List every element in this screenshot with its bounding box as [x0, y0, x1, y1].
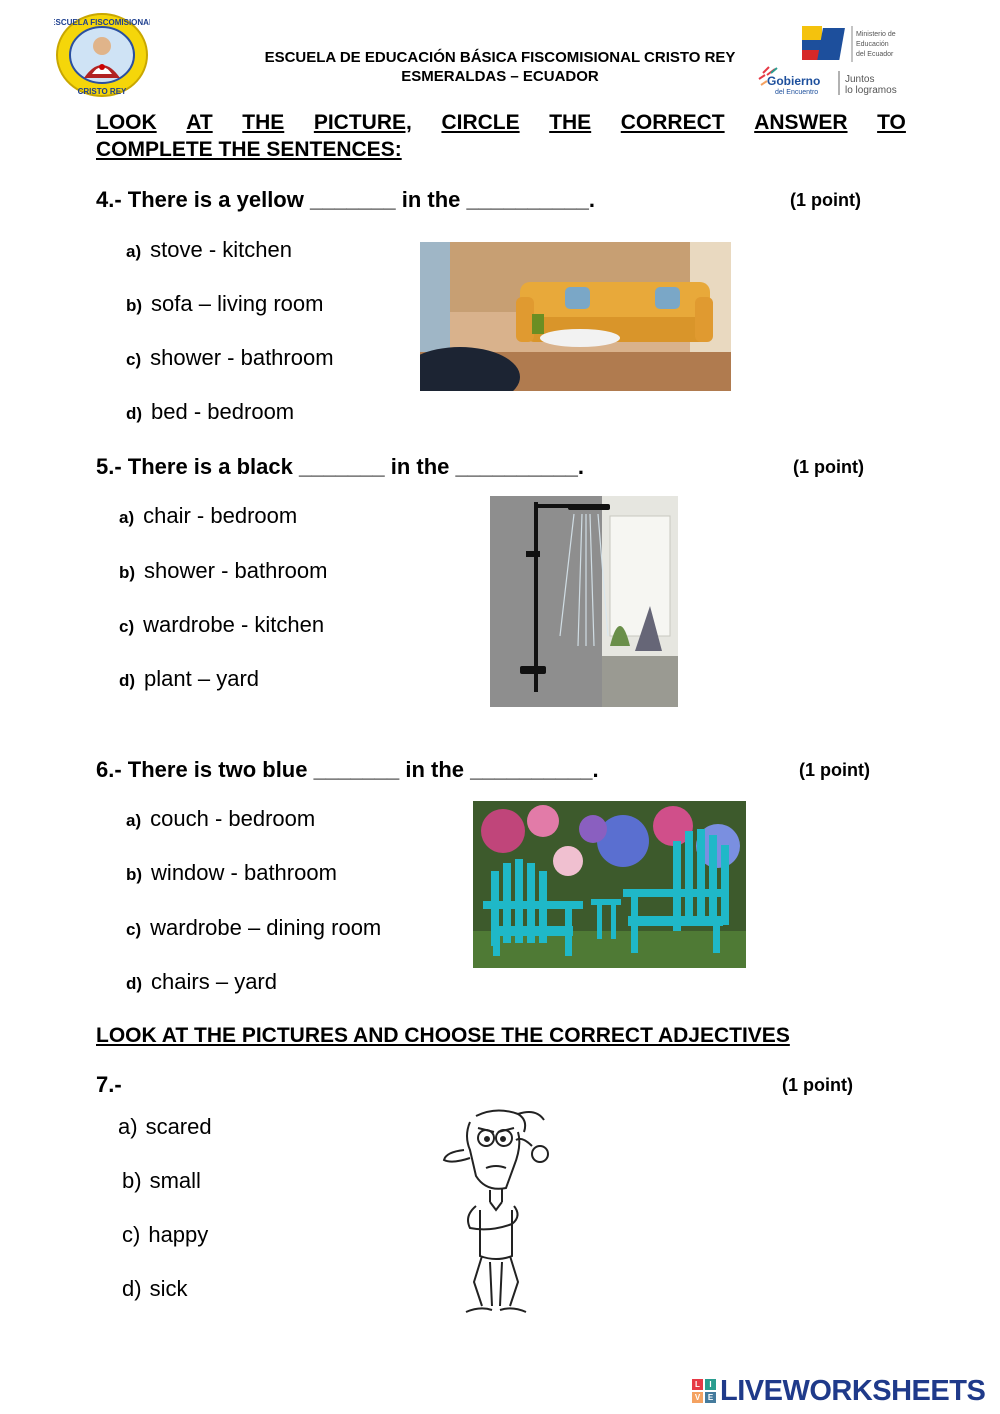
- instr-word: THE: [242, 111, 285, 134]
- logo-text-bottom: CRISTO REY: [77, 87, 127, 96]
- q6-option-d[interactable]: [126, 969, 277, 995]
- q7-option-b[interactable]: [122, 1168, 201, 1194]
- option-text: wardrobe - kitchen: [143, 612, 325, 637]
- instr-word: ANSWER: [754, 111, 848, 134]
- ministry-logo: [800, 22, 905, 66]
- option-letter: c): [126, 920, 142, 939]
- living-room-sofa-picture: [420, 242, 731, 391]
- q5-option-a[interactable]: [119, 503, 297, 529]
- question-4-prompt: 4.- There is a yellow _______ in the __________.: [96, 187, 595, 212]
- liveworksheets-logo: [692, 1374, 990, 1408]
- option-text: stove - kitchen: [150, 237, 292, 262]
- ministry-line-2: Educación: [856, 41, 889, 48]
- question-4-points: (1 point): [790, 190, 861, 210]
- school-name: ESCUELA DE EDUCACIÓN BÁSICA FISCOMISIONAL CRISTO REY: [264, 49, 736, 66]
- q6-option-a[interactable]: [126, 806, 315, 832]
- q4-option-c[interactable]: [126, 345, 334, 371]
- option-text: bed - bedroom: [151, 399, 295, 424]
- ministry-line-1: Ministerio de: [856, 31, 896, 38]
- scared-character-drawing: [436, 1106, 556, 1321]
- option-text: chairs – yard: [151, 969, 277, 994]
- question-5-prompt: 5.- There is a black _______ in the __________.: [96, 454, 584, 479]
- option-text: window - bathroom: [151, 860, 337, 885]
- option-letter: a): [119, 508, 135, 527]
- instr-word: CIRCLE: [441, 111, 520, 134]
- gobierno-logo: [757, 65, 907, 97]
- logo-text-top: ESCUELA FISCOMISIONAL: [54, 18, 150, 27]
- section2-instruction: LOOK AT THE PICTURES AND CHOOSE THE CORRECT ADJECTIVES: [96, 1024, 790, 1047]
- section1-instruction-line2: COMPLETE THE SENTENCES:: [96, 138, 402, 161]
- q7-option-c[interactable]: [122, 1222, 208, 1248]
- gobierno-line-2: del Encuentro: [775, 89, 819, 96]
- instr-word: CORRECT: [620, 111, 725, 134]
- option-letter: b): [122, 1168, 142, 1193]
- option-letter: b): [126, 296, 143, 315]
- instr-word: TO: [877, 111, 906, 134]
- school-logo: [54, 12, 150, 98]
- liveworksheets-wordmark: LIVEWORKSHEETS: [720, 1374, 986, 1407]
- badge-letter: L: [692, 1379, 703, 1390]
- option-text: happy: [148, 1222, 209, 1247]
- option-text: shower - bathroom: [144, 558, 328, 583]
- option-letter: a): [118, 1114, 138, 1139]
- option-text: small: [149, 1168, 201, 1193]
- q4-option-b[interactable]: [126, 291, 323, 317]
- instr-word: AT: [186, 111, 213, 134]
- question-6-prompt: 6.- There is two blue _______ in the __________.: [96, 757, 599, 782]
- option-text: scared: [145, 1114, 212, 1139]
- ministry-line-3: del Ecuador: [856, 51, 894, 58]
- option-letter: d): [119, 671, 136, 690]
- question-7-points: (1 point): [782, 1075, 853, 1095]
- q4-option-d[interactable]: [126, 399, 294, 425]
- option-letter: a): [126, 811, 142, 830]
- gobierno-line-1: Gobierno: [767, 74, 821, 88]
- q6-option-c[interactable]: [126, 915, 381, 941]
- instr-word: PICTURE,: [313, 111, 412, 134]
- liveworksheets-badge: [692, 1379, 716, 1403]
- badge-letter: E: [705, 1392, 716, 1403]
- instr-word: THE: [549, 111, 592, 134]
- juntos-line-2: lo logramos: [845, 85, 897, 96]
- q6-option-b[interactable]: [126, 860, 337, 886]
- option-letter: d): [126, 974, 143, 993]
- option-text: couch - bedroom: [150, 806, 316, 831]
- q5-option-b[interactable]: [119, 558, 327, 584]
- option-text: plant – yard: [144, 666, 260, 691]
- option-text: wardrobe – dining room: [150, 915, 382, 940]
- school-location: ESMERALDAS – ECUADOR: [401, 68, 599, 85]
- option-letter: b): [119, 563, 136, 582]
- option-letter: d): [126, 404, 143, 423]
- option-text: sick: [149, 1276, 188, 1301]
- q7-option-d[interactable]: [122, 1276, 187, 1302]
- badge-letter: V: [692, 1392, 703, 1403]
- question-6-points: (1 point): [799, 760, 870, 780]
- option-text: chair - bedroom: [143, 503, 298, 528]
- option-letter: d): [122, 1276, 142, 1301]
- q7-option-a[interactable]: [118, 1114, 212, 1140]
- option-text: shower - bathroom: [150, 345, 334, 370]
- option-letter: a): [126, 242, 142, 261]
- blue-garden-chairs-picture: [473, 801, 746, 968]
- section1-instruction-line1: [96, 111, 906, 135]
- q5-option-c[interactable]: [119, 612, 324, 638]
- instr-word: LOOK: [96, 111, 157, 134]
- option-letter: c): [126, 350, 142, 369]
- badge-letter: I: [705, 1379, 716, 1390]
- q5-option-d[interactable]: [119, 666, 259, 692]
- option-text: sofa – living room: [151, 291, 324, 316]
- juntos-line-1: Juntos: [845, 74, 875, 85]
- question-5-points: (1 point): [793, 457, 864, 477]
- q4-option-a[interactable]: [126, 237, 292, 263]
- question-7-prompt: 7.-: [96, 1072, 122, 1097]
- black-shower-picture: [490, 496, 678, 707]
- option-letter: c): [119, 617, 135, 636]
- option-letter: b): [126, 865, 143, 884]
- option-letter: c): [122, 1222, 141, 1247]
